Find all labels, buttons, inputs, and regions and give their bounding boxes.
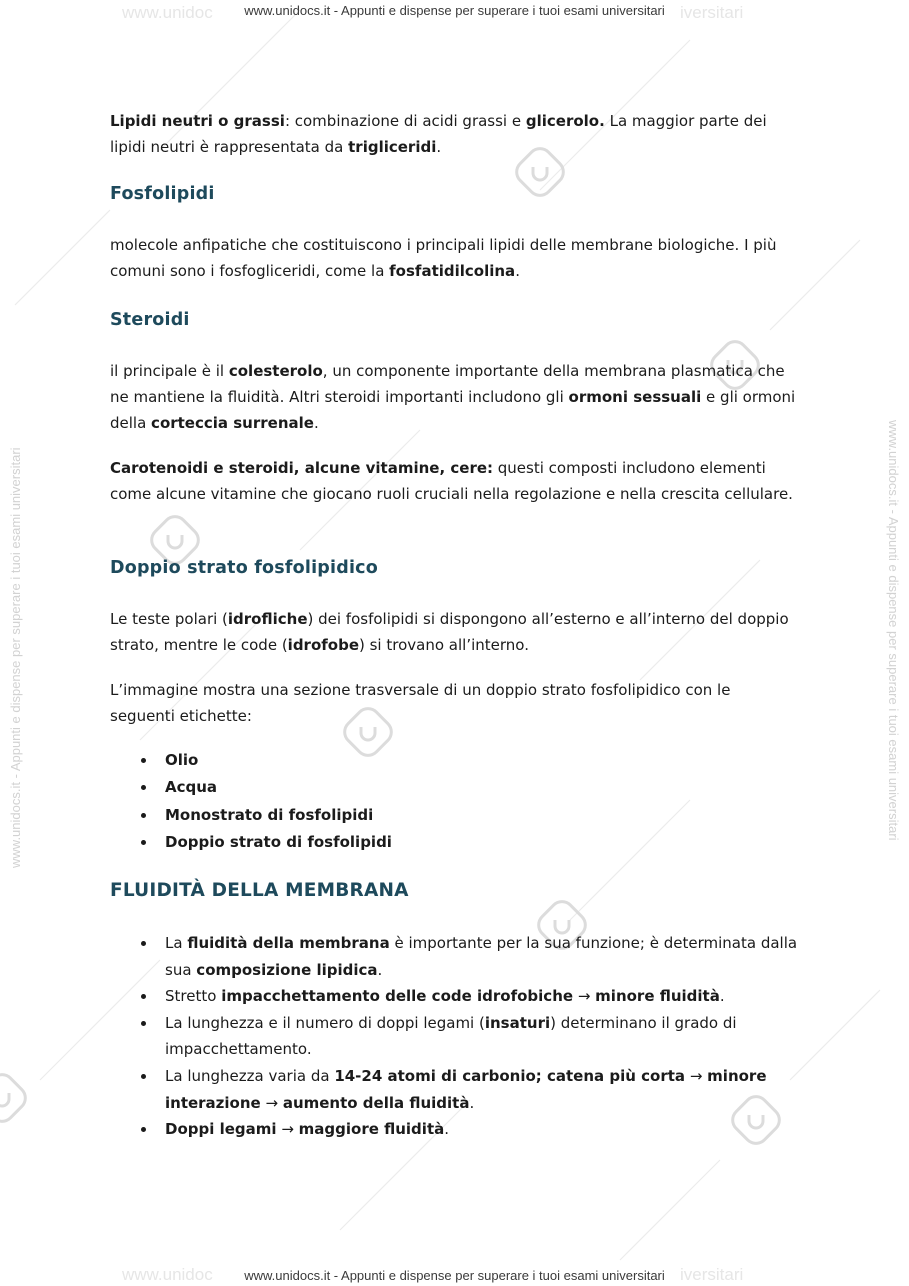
bold-text: minore interazione [165,1066,767,1112]
watermark-ghost-right: iversitari [680,1265,744,1284]
list-item: Stretto impacchettamento delle code idrofobiche → minore fluidità. [110,983,800,1010]
bold-text: impacchettamento delle code idrofobiche [221,987,574,1006]
list-item [110,774,800,801]
bold-text: Acqua [165,778,218,797]
watermark-side-left: www.unidocs.it - Appunti e dispense per superare i tuoi esami universitari [8,447,23,868]
list-item: La lunghezza e il numero di doppi legami (insaturi) determinano il grado di impacchettamento. [110,1010,800,1063]
list-item: La fluidità della membrana è importante per la sua funzione; è determinata dalla sua composizione lipidica. [110,930,800,983]
watermark-ghost-left: www.unidoc [122,3,213,22]
list-item [110,829,800,856]
heading-fosfolipidi: Fosfolipidi [110,184,215,204]
list-item [110,747,800,774]
bold-text: Lipidi neutri o grassi [110,112,285,130]
fluidita-list [110,930,800,1143]
bold-text: Monostrato di fosfolipidi [165,805,374,824]
heading-steroidi: Steroidi [110,310,190,330]
bold-text: fosfatidilcolina [389,262,516,280]
steroidi-paragraph: il principale è il colesterolo, un componente importante della membrana plasmatica che ne mantiene la fluidità. Altri steroidi importanti includono gli ormoni sessuali e gli ormoni della corteccia surrenale. [110,362,796,432]
heading-fluidita: FLUIDITÀ DELLA MEMBRANA [110,880,409,901]
immagine-paragraph: L’immagine mostra una sezione trasversale di un doppio strato fosfolipidico con le seguenti etichette: [110,681,731,725]
watermark-diagonal-line [15,210,110,305]
watermark-side-right: www.unidocs.it - Appunti e dispense per superare i tuoi esami universitari [886,420,901,841]
watermark-ghost-left: www.unidoc [122,1265,213,1284]
list-item: Doppi legami → maggiore fluidità. [110,1116,800,1143]
list-item [110,802,800,829]
labels-list [110,747,800,856]
heading-doppio-strato: Doppio strato fosfolipidico [110,558,378,578]
bold-text: corteccia surrenale [151,414,314,432]
watermark-diagonal-line [620,1160,720,1260]
bold-text: minore fluidità [595,987,720,1006]
bold-text: trigliceridi [348,138,437,156]
bold-text: idrofliche [227,610,308,628]
bold-text: composizione lipidica [196,960,378,979]
carotenoidi-paragraph: Carotenoidi e steroidi, alcune vitamine, cere: questi composti includono elementi come alcune vitamine che giocano ruoli cruciali nella regolazione e nella crescita cellulare. [110,459,793,503]
doppio-strato-paragraph: Le teste polari (idrofliche) dei fosfolipidi si dispongono all’esterno e all’interno del doppio strato, mentre le code (idrofobe) si trovano all’interno. [110,610,789,654]
bold-text: Doppio strato di fosfolipidi [165,832,392,851]
watermark-diagonal-line [790,990,880,1080]
bold-text: 14-24 atomi di carbonio; catena più corta [334,1066,686,1085]
bold-text: Carotenoidi e steroidi, alcune vitamine, cere: [110,459,494,477]
watermark-banner-top: www.unidocs.it - Appunti e dispense per superare i tuoi esami universitari [244,3,665,18]
list-item: La lunghezza varia da 14-24 atomi di carbonio; catena più corta → minore interazione → aumento della fluidità. [110,1063,800,1116]
bold-text: idrofobe [287,636,359,654]
watermark-ghost-right: iversitari [680,3,744,22]
bold-text: Doppi legami [165,1120,277,1139]
watermark-banner-bottom: www.unidocs.it - Appunti e dispense per superare i tuoi esami universitari [244,1268,665,1283]
fosfolipidi-paragraph: molecole anfipatiche che costituiscono i principali lipidi delle membrane biologiche. I più comuni sono i fosfogliceridi, come la fosfatidilcolina. [110,236,777,280]
bold-text: insaturi [484,1013,551,1032]
unidocs-logo-icon [0,1070,30,1127]
bold-text: ormoni sessuali [568,388,702,406]
bold-text: maggiore fluidità [298,1120,445,1139]
bold-text: Olio [165,751,199,769]
bold-text: colesterolo [228,362,323,380]
lipidi-neutri-paragraph: Lipidi neutri o grassi: combinazione di acidi grassi e glicerolo. La maggior parte dei lipidi neutri è rappresentata da trigliceridi. [110,112,767,156]
bold-text: aumento della fluidità [282,1093,470,1112]
bold-text: glicerolo. [525,112,605,130]
bold-text: fluidità della membrana [187,934,390,952]
